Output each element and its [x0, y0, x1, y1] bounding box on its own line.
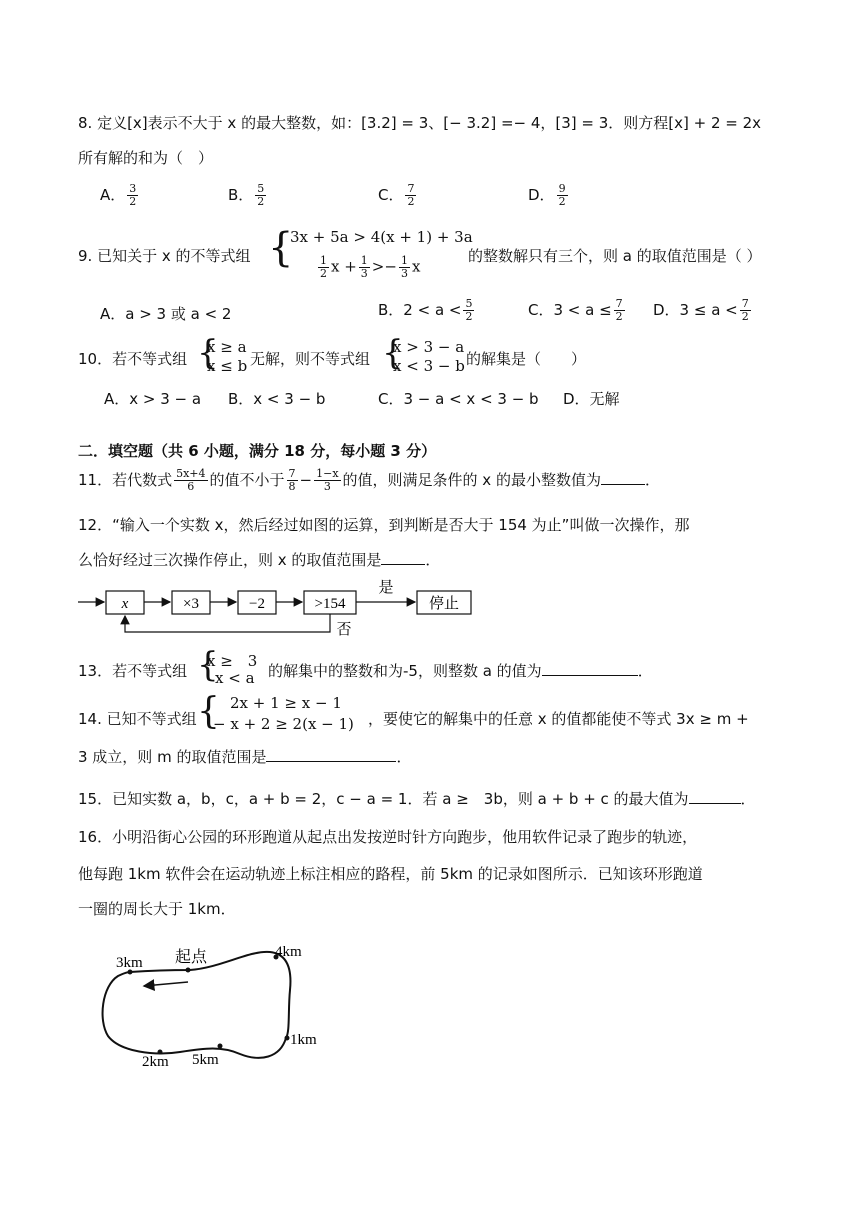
q10-suffix: 的解集是（ ）: [466, 350, 587, 368]
q8-option-c: C． $\frac{7}{2}$: [378, 182, 415, 208]
q10-option-c: C．3 − a < x < 3 − b: [378, 390, 539, 408]
q12-line2: 么恰好经过三次操作停止，则 x 的取值范围是 ．: [78, 551, 441, 569]
q10-sys2-row1: x > 3 − a: [393, 338, 465, 356]
q8-option-d: D． $\frac{9}{2}$: [528, 182, 566, 208]
q12-flowchart: [74, 576, 484, 640]
q8-line1: 8. 定义[x]表示不大于 x 的最大整数，如：[3.2] = 3、[− 3.2] =− 4，[3] = 3．则方程[x] + 2 = 2x: [78, 114, 762, 132]
q8-option-a: A． $\frac{3}{2}$: [100, 182, 137, 208]
flow-yes-label: 是: [378, 580, 394, 596]
km2-label: 2km: [142, 1054, 169, 1070]
q16-track-figure: [100, 940, 340, 1080]
q9-option-c: C．3 < a ≤ $\frac{7}{2}$: [528, 297, 623, 323]
q10-brace-2: {: [382, 333, 404, 373]
q14-row2: − x + 2 ≥ 2(x − 1): [213, 715, 354, 733]
flow-box-x-label: x: [121, 596, 129, 612]
q9-row1: 3x + 5a > 4(x + 1) + 3a: [290, 228, 473, 246]
km5-label: 5km: [192, 1052, 219, 1068]
q13-answer-blank: [542, 661, 638, 676]
q8-line2: 所有解的和为（ ）: [78, 149, 214, 167]
flow-arrow-no: [125, 614, 330, 632]
km5-marker: [218, 1044, 223, 1049]
km1-marker: [285, 1036, 290, 1041]
flow-no-label: 否: [336, 622, 352, 638]
direction-arrow: [144, 982, 188, 986]
q14-answer-blank: [266, 747, 396, 762]
q13-row2: x < a: [215, 669, 255, 687]
q15-answer-blank: [689, 789, 741, 804]
q9-option-d: D．3 ≤ a < $\frac{7}{2}$: [653, 297, 749, 323]
q10-option-b: B．x < 3 − b: [228, 390, 326, 408]
km3-label: 3km: [116, 955, 143, 971]
section2-title: 二．填空题（共 6 小题，满分 18 分，每小题 3 分）: [78, 442, 437, 460]
q16-line3: 一圈的周长大于 1km．: [78, 900, 236, 918]
q12-line1: 12．“输入一个实数 x，然后经过如图的运算，到判断是否大于 154 为止”叫做一次操作，那: [78, 516, 690, 534]
q13-prefix: 13．若不等式组: [78, 662, 188, 680]
q10-option-d: D．无解: [563, 390, 620, 408]
q14-prefix: 14. 已知不等式组: [78, 710, 197, 728]
q11-line: 11．若代数式 $\frac{5x+4}{6}$ 的值不小于 $\frac{7}{8}$ − $\frac{1-x}{3}$ 的值，则满足条件的 x 的最小整数值为 ．: [78, 467, 660, 493]
flow-box-stop-label: 停止: [428, 596, 460, 612]
flow-box-times3-label: ×3: [183, 596, 199, 612]
flow-box-gt154-label: >154: [314, 596, 346, 612]
q10-sys2-row2: x < 3 − b: [393, 357, 465, 375]
q10-prefix: 10．若不等式组: [78, 350, 188, 368]
q10-sys1-row2: x ≤ b: [207, 357, 248, 375]
q12-answer-blank: [381, 550, 425, 565]
q9-option-a: A．a > 3 或 a < 2: [100, 305, 232, 323]
q9-suffix: 的整数解只有三个，则 a 的取值范围是（ ）: [468, 247, 762, 265]
q16-line1: 16．小明沿街心公园的环形跑道从起点出发按逆时针方向跑步，他用软件记录了跑步的轨迹，: [78, 828, 698, 846]
q11-answer-blank: [601, 470, 645, 485]
start-marker: [186, 968, 191, 973]
q14-brace: {: [197, 691, 220, 732]
q10-brace-1: {: [197, 333, 219, 373]
q13-row1: x ≥ 3: [207, 652, 258, 670]
q9-prefix: 9. 已知关于 x 的不等式组: [78, 247, 251, 265]
q16-line2: 他每跑 1km 软件会在运动轨迹上标注相应的路程，前 5km 的记录如图所示．已知该环形跑道: [78, 865, 703, 883]
start-label: 起点: [175, 949, 208, 966]
q9-brace: {: [268, 225, 294, 271]
km4-label: 4km: [275, 944, 302, 960]
q15-line: 15．已知实数 a，b，c，a + b = 2，c − a = 1．若 a ≥ 3b，则 a + b + c 的最大值为 ．: [78, 790, 756, 808]
q9-row2: $\frac{1}{2}$ x + $\frac{1}{3}$ >− $\frac{1}{3}$ x: [320, 254, 421, 280]
q10-option-a: A．x > 3 − a: [104, 390, 202, 408]
q14-row1: 2x + 1 ≥ x − 1: [230, 694, 342, 712]
q13-suffix: 的解集中的整数和为-5，则整数 a 的值为 ．: [268, 662, 653, 680]
q9-option-b: B．2 < a < $\frac{5}{2}$: [378, 297, 473, 323]
q10-mid: 无解，则不等式组: [250, 350, 371, 368]
q13-brace: {: [197, 645, 219, 685]
q14-line2: 3 成立，则 m 的取值范围是 ．: [78, 748, 412, 766]
q8-option-b: B． $\frac{5}{2}$: [228, 182, 265, 208]
km1-label: 1km: [290, 1032, 317, 1048]
flow-box-minus2-label: −2: [249, 596, 265, 612]
q14-suffix: ，要使它的解集中的任意 x 的值都能使不等式 3x ≥ m +: [368, 710, 749, 728]
q10-sys1-row1: x ≥ a: [207, 338, 247, 356]
